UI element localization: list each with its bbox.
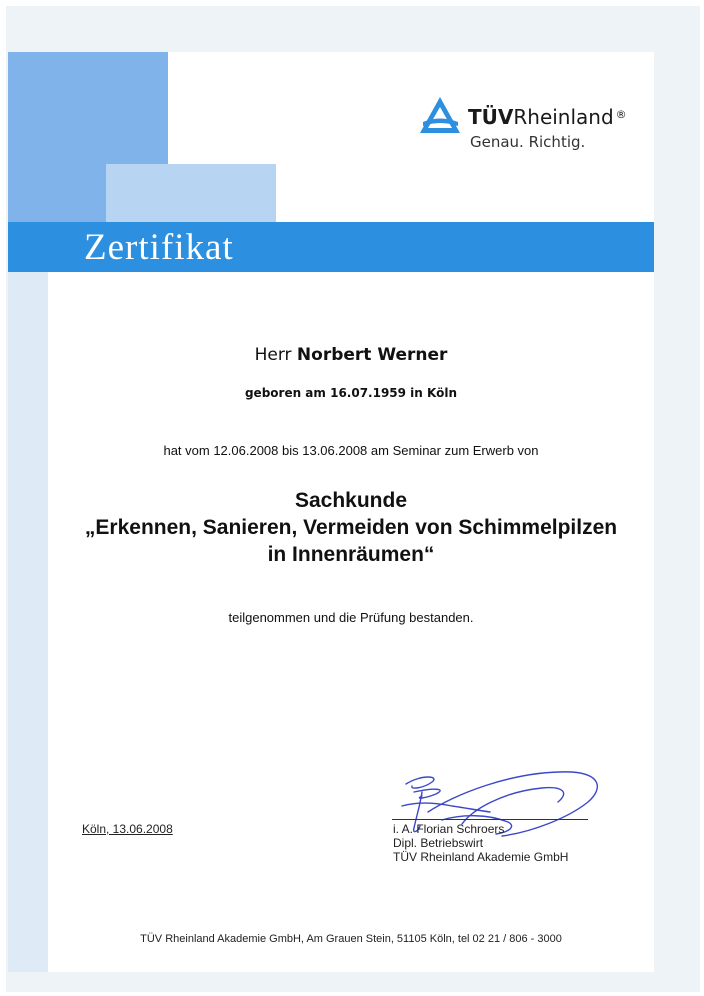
signer-organization: TÜV Rheinland Akademie GmbH	[393, 850, 569, 864]
certificate-title: Zertifikat	[84, 227, 234, 268]
result-line: teilgenommen und die Prüfung bestanden.	[228, 610, 474, 625]
footer-address: TÜV Rheinland Akademie GmbH, Am Grauen Stein, 51105 Köln, tel 02 21 / 806 - 3000	[140, 933, 562, 945]
tuv-triangle-icon	[418, 95, 462, 135]
recipient-name: Norbert Werner	[296, 345, 448, 365]
signer-name: i. A. Florian Schroers	[393, 822, 505, 836]
tuv-logo	[418, 95, 648, 155]
signature-line	[392, 819, 588, 820]
recipient-line	[48, 344, 654, 366]
brand-name: TÜVRheinland ®	[468, 105, 627, 129]
period-line: hat vom 12.06.2008 bis 13.06.2008 am Seminar zum Erwerb von	[163, 443, 539, 458]
course-line-3: in Innenräumen“	[267, 543, 435, 566]
brand-slogan: Genau. Richtig.	[470, 133, 586, 151]
course-line-2: „Erkennen, Sanieren, Vermeiden von Schimmelpilzen	[84, 516, 618, 539]
registered-mark: ®	[615, 108, 627, 121]
salutation: Herr	[254, 345, 292, 365]
decor-block-light	[106, 164, 276, 224]
birth-line: geboren am 16.07.1959 in Köln	[244, 386, 458, 400]
signer-block	[393, 822, 568, 864]
course-line-1: Sachkunde	[294, 489, 408, 512]
signer-title: Dipl. Betriebswirt	[393, 836, 484, 850]
place-date: Köln, 13.06.2008	[82, 822, 173, 836]
